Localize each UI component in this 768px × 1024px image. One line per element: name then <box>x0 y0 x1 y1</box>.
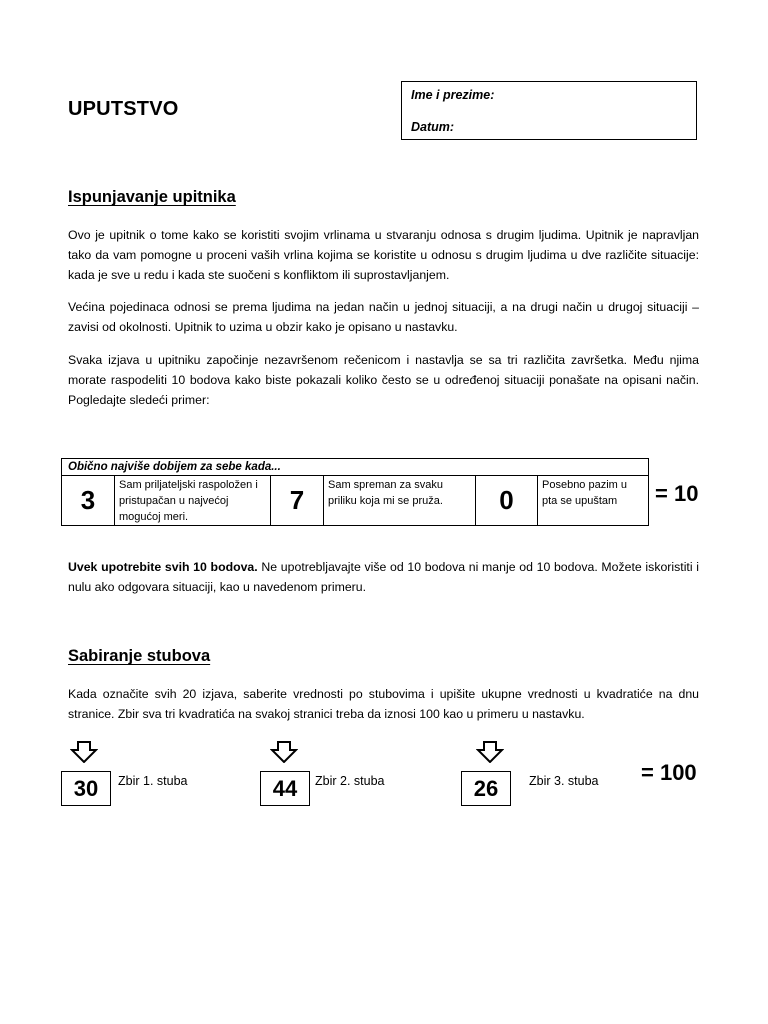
name-date-box <box>401 81 697 140</box>
example-score-3: 0 <box>476 476 538 526</box>
example-text-3: Posebno pazim u pta se upuštam <box>538 476 649 526</box>
page-title: UPUTSTVO <box>68 98 179 120</box>
example-text-2: Sam spreman za svaku priliku koja mi se pruža. <box>324 476 476 526</box>
column-sum-label-3: Zbir 3. stuba <box>529 774 599 788</box>
example-text-1: Sam priljateljski raspoložen i pristupačan u najvećoj mogućoj meri. <box>115 476 271 526</box>
down-arrow-icon <box>70 741 98 763</box>
rule-bold-text: Uvek upotrebite svih 10 bodova. <box>68 560 258 574</box>
paragraph-intro: Ovo je upitnik o tome kako se koristiti svojim vrlinama u stvaranju odnosa s drugim ljudima. Upitnik je napravljan tako da vam pomogne u proceni vaših vrlina kojima se koristite u odnosu s drugim ljudima u dve različite situacije: kada je sve u redu i kada ste suočeni s konfliktom ili suprostavljanjem. <box>68 228 699 282</box>
paragraph-situations: Većina pojedinaca odnosi se prema ljudima na jedan način u jednoj situaciji, a na drugi način u drugoj situaciji – zavisi od okolnosti. Upitnik to uzima u obzir kako je opisano u nastavku. <box>68 300 699 334</box>
section-heading-filling: Ispunjavanje upitnika <box>68 188 236 206</box>
column-sum-label-1: Zbir 1. stuba <box>118 774 188 788</box>
down-arrow-icon <box>270 741 298 763</box>
rule-text: Ne upotrebljavajte više od 10 bodova ni manje od 10 bodova. Možete iskoristiti i nulu ako odgovara situaciji, kao u navedenom primeru. <box>68 560 699 594</box>
example-header: Obično najviše dobijem za sebe kada... <box>62 459 649 476</box>
example-table <box>61 458 649 526</box>
paragraph-scoring: Svaka izjava u upitniku započinje nezavršenom rečenicom i nastavlja se sa tri različita završetka. Među njima morate raspodeliti 10 bodova kako biste pokazali koliko često se u određenoj situaciji ponašate na opisani način. Pogledajte sledeći primer: <box>68 353 699 407</box>
column-sum-box-1: 30 <box>61 771 111 806</box>
name-label: Ime i prezime: <box>411 88 495 102</box>
section-heading-summing: Sabiranje stubova <box>68 647 211 665</box>
column-sum-box-2: 44 <box>260 771 310 806</box>
paragraph-summing: Kada označite svih 20 izjava, saberite vrednosti po stubovima i upišite ukupne vrednosti u kvadratiće na dnu stranice. Zbir sva tri kvadratića na svakoj stranici treba da iznosi 100 kao u primeru u nastavku. <box>68 687 699 721</box>
paragraph-rule <box>68 557 699 597</box>
example-score-2: 7 <box>271 476 324 526</box>
date-label: Datum: <box>411 120 455 134</box>
example-score-1: 3 <box>62 476 115 526</box>
column-sum-box-3: 26 <box>461 771 511 806</box>
column-sum-label-2: Zbir 2. stuba <box>315 774 385 788</box>
down-arrow-icon <box>476 741 504 763</box>
grand-total: = 100 <box>641 760 697 785</box>
example-total: = 10 <box>655 481 699 506</box>
